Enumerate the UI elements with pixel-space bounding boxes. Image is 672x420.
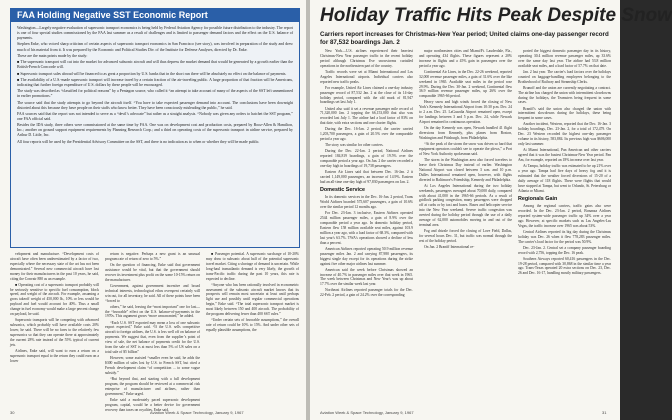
body-paragraph: At Tampa, holiday traffic was estimated to be up 21% over a year ago. Tampa had five days of heavy fog and it is estimated that the weather forced diversions of 15-20 of a daily average of 118 flights. These were flights that would have stopped at Tampa, but went to Orlando, St. Petersburg or Atlanta or Miami. bbox=[518, 164, 611, 193]
box-paragraph: Washington—Largely negative evaluation of supersonic transport economics is being held by Federal Aviation Agency for possible future distribution to the industry. The report is one of four special studies commissioned by the FAA last summer as a result of challenges and is limited to passenger demand factors and the effect on the U.S. balance of payments. bbox=[17, 26, 293, 41]
box-paragraph: ■ Supersonic transport sales abroad will be financed to as great a proportion by U.S. banks that in the short run there will be absolutely no effect on the balance of payments. bbox=[17, 71, 287, 76]
right-page bbox=[310, 0, 672, 420]
body-paragraph: Airlines, Enke said, will want to earn a return on a supersonic transport equal to the return they could earn on a lower bbox=[10, 348, 99, 363]
body-paragraph: Fog and drizzle forced the closing of Love Field, Dallas, for several hours Dec. 31, but traffic was normal through the rest of the holiday period. bbox=[419, 229, 512, 243]
body-paragraph: On the day Kennedy was open, Newark handled 41 flight diversions from Kennedy, plus planes from Boston, Washington and Pittsburgh, from Philadelphia. bbox=[419, 126, 512, 140]
body-paragraph: At Los Angeles International during the two holiday weekends, passengers averaged about 70,000 daily, compared with about 41,000 in the 1965-66 periods. As a result of gridlock parking congestion, many passengers were dropped off at curbs or by taxi and buses. Buses and helicopter service into the New Year weekend. Severe traffic congestion was averted during the holiday period through the use of a daily average of 62,000 automobiles moving in and out of the terminal area. bbox=[419, 183, 512, 227]
sst-report-box bbox=[10, 8, 300, 248]
body-paragraph: For Dec. 23-Jan. 3 inclusive, Eastern Airlines operated 2544 million passenger miles, a gain of 8.9% over the comparable period a year ago. In domestic holiday period, Eastern flew 158 million available seat miles, against 103.9 million a year ago, with a load factor of 68.3%, compared with last year's 63.7%. TWA's operations showed a decline of less than a percent. bbox=[320, 211, 413, 245]
body-paragraph: “Under certain sets of favorable assumptions,” the overall rate of return could be 10% to 15%. And under other sets of equally plausible assumptions, the bbox=[206, 318, 299, 332]
body-paragraph: Another incident, Western, reported that the Dec. 16-Jan. 3 holiday boardings, Dec. 23-Jan. 2, for a total of 172,479. On Dec. 23 Western recorded the highest one-day passenger volume in its history, 583,884. Its previous high was $606,000 only last summer. bbox=[518, 122, 611, 147]
body-paragraph: New York—U.S. airlines experienced their heaviest Christmas-New Year passenger traffic in the recent holiday period although Christmas Eve snowstorms curtailed operations in the northeastern part of the country. bbox=[320, 49, 413, 68]
body-paragraph: return is negative. Perhaps a new grant is an unusual program rate of return of zero to 5%.” bbox=[105, 252, 200, 261]
body-paragraph: Enke said a moderately paced supersonic development program, capital, would be a better device for government recovery than taxes on royalties, Enke said. bbox=[105, 397, 200, 412]
body-paragraph: On Jan. 2 Braniff International re- bbox=[424, 244, 475, 249]
box-paragraph: All four reports will be used by the Presidential Advisory Committee on the SST, and there is no indication as to when or whether they will be made public. bbox=[17, 139, 260, 144]
left-publication-line: Aviation Week & Space Technology, January 9, 1967 bbox=[150, 410, 244, 415]
body-paragraph: Supersonic transports will be competing with advanced subsonics, which probably will have available costs 20% lower, he said. There will be no fares to the relatively few supersonics so that they can operate there at approximately the current 28% rate instead of the 55% typical of current jets. bbox=[10, 318, 99, 347]
body-paragraph: American Airlines reported operating 50.9 million revenue passenger miles Jan. 2 and carrying 87,980 passengers, its biggest single day except for its operations during the strike against five other major airlines last summer. bbox=[320, 246, 413, 266]
body-paragraph: Northeast Airlines reported passenger totals for the Dec. 22-Feb. 2 period, a gain of 24.2% over the corresponding bbox=[320, 288, 413, 298]
body-paragraph: During the Dec. 16-Jan. 2 period, the carrier carried 1,203,700 passengers, a gain of 20.5% over the comparable period a year ago. bbox=[320, 127, 413, 142]
subheading: Domestic Service bbox=[320, 186, 365, 193]
box-paragraph: FAA sources said that the report was not intended to serve as a “devil’s advocate” but rather as a straight analysis. “Nobody was given any orders to hatchet the SST program,” one FAA official said. bbox=[17, 111, 293, 121]
body-paragraph: Continental Air Lines, in the Dec. 22-26 weekend, reported 32,000 revenue passenger miles, a gain of 31.6% over the like weekend in 1965. Available seat miles in the period rose 29.9%. During the Dec. 30-Jan. 2 weekend, Continental flew 36.9 million revenue passenger miles, up 26% over the comparable 1965-66 period. bbox=[419, 69, 512, 99]
body-paragraph: Heavy snow and high winds forced the closing of New York's Kennedy International Airport from 10:30 p.m. Dec. 24 to 2 a.m. Dec. 25. LaGuardia Airport remained open, except for landings between 3 and 5 p.m. Dec. 24, while Newark Airport remained in continuous operation. bbox=[419, 100, 512, 125]
body-paragraph: The story was similar for other carriers. bbox=[325, 143, 384, 148]
subheading: Regionals Gain bbox=[518, 195, 558, 202]
body-paragraph: At Miami International, Pan American and other carriers agreed that it was the busiest Christmas-New Year period. Pan Am, for example, reported an 18% increase over last year. bbox=[518, 148, 611, 162]
article-headline: Holiday Traffic Hits Peak Despite Snow bbox=[320, 5, 672, 26]
body-paragraph: Brunoff and the union are currently negotiating a contract. The airline has charged the union with intermittent slowdowns during the holidays, the Teamsters being frequent in some cases. bbox=[518, 85, 611, 105]
body-paragraph: Traffic records were set at Miami International and Los Angeles International airports. Individual carriers also reported new traffic peaks. bbox=[320, 69, 413, 84]
body-paragraph: Government, against government incentive and broad technical interests, technological ethos overspent certainly will win out, for all inventory, he said. All of these points have been “forced to bbox=[105, 283, 200, 303]
right-publication-line: Aviation Week & Space Technology, January 9, 1967 bbox=[320, 410, 414, 415]
body-paragraph: During the Dec. 22-Jan. 2 period, National Airlines reported 184,819 boardings, a gain of 19.5% over the comparable period a year ago. On Jan. 2 the carrier recorded a one-day high in boardings of 19,738 passengers. bbox=[320, 149, 413, 169]
body-paragraph: In its domestic services in the Dec. 16-Jan. 2 period, Trans World Airlines boarded 575,607 passengers, a gain of 10.6% over the similar period 12 months ago. bbox=[320, 195, 413, 210]
body-paragraph: ■ Passenger potential. A supersonic surcharge of 10-20% may draw to subsonic about half of the potential supersonic travel market. Citing a shortage of demand is uncertain. While long-haul transatlantic demand is very likely, the growth of trans-Pacific traffic during the past 10 years, this rate is expected to decline. bbox=[206, 252, 299, 281]
box-paragraph: Stephen Enke, who voiced sharp criticism of certain aspects of supersonic transport economics in San Francisco (see story), was involved in preparation of the study and drew much of his material from it. It was prepared by the Economic and Political Studies Div. of the Institute for Defense Analyses, directed by Dr. Enke. bbox=[17, 42, 293, 52]
body-paragraph: “But beyond that, and starting with a full development program, the program should be reviewed at a commercial risk enterprise of manufacturer and airlines, rather than government,” Enke urged. bbox=[105, 376, 200, 396]
body-paragraph: Among the regional carriers, traffic gains also were recorded. In the Dec. 23-Jan. 2 period, Bonanza Airlines reported system-wide passenger traffic up 34% over a year ago. However, at specific markets such as Las Angeles-Las Vegas, the traffic increase over 1965 was about 53%. bbox=[518, 204, 611, 228]
body-paragraph: Dec. 23-Jan. 2. Central set a company passenger boarding record with 2,756, topping the Dec. 16 peak. bbox=[518, 245, 611, 255]
box-paragraph: These are the main points made by the study: bbox=[17, 53, 88, 58]
article-deck: Carriers report increases for Christmas-New Year period; United claims one-day passenger record for 87,532 boardings Jan. 2 bbox=[320, 31, 609, 46]
right-column-3 bbox=[518, 49, 611, 404]
body-paragraph: American said the week before Christmas showed an increase of 40.7% in passenger miles over that week in 1965. The week between Christmas and New Year's was up about 17.7% over the similar week last year. bbox=[320, 267, 413, 287]
right-column-2 bbox=[419, 49, 512, 404]
body-paragraph: “Anyone who has been rationally involved in econometric assessment of the subsonic aircraft market knows that its prospects will remain most uncertain at least until perhaps light use and possibly until regular commercial operations begin,” Enke said. “The total supersonic transport market is most likely between 150 and 400 aircraft. The probability of the program delivering fewer than 400 SST rules.” bbox=[206, 282, 299, 317]
body-paragraph: Eastern Air Lines said that between Dec. 16-Jan. 2 it carried 1,149,000 passengers, an increase of 14.9%. Eastern had an all-time one-day high of 97,830 passengers on Jan. 2. bbox=[320, 170, 413, 184]
body-paragraph: United also said it set a revenue passenger mile record of 71,320,000 Jan. 2 topping the 66,153,000 that also was recorded last July 1. The airline had a load factor of 83% on that date, with extra sections and one charter flights. bbox=[320, 106, 413, 126]
box-title: FAA Holding Negative SST Economic Report bbox=[11, 9, 299, 22]
body-paragraph: velopment and manufacture. “Development costs of aircraft have often been underestimated by a factor of two, especially where the necessary state of the art has not been demonstrated.” Several new commercial aircraft have lost money for their manufacturers in the past 10 years, he said, citing the Convair 880 as an example. bbox=[10, 252, 99, 281]
box-body bbox=[17, 26, 293, 243]
box-paragraph: ■ The supersonic transport will cut into the market for advanced subsonic aircraft and will thus depress the market demand that would be generated by a growth earlier than the British-French Concorde will. bbox=[17, 60, 293, 70]
body-paragraph: “Each U.S. SST exported may mean a loss of one subsonic export expected,” Enke said. “If the U.S. sells competitive aircraft to foreign airlines, the U.S. is less well off on balance of payments. We suggest that, even from the supplier’s point of view of sale, the net balance of payments credit for the U.S. from the sale of SST is at most less than 5% of US sales on a total sale of $5 billion” bbox=[105, 320, 200, 354]
body-paragraph: The storm in the Washington area also forced travelers to leave their Christmas Day instead of earlier. Washington National Airport was closed between 3 a.m. and 10 p.m. Dulles International remained open, however, with flights diverted to Baltimore's Friendship, Kennedy and Philadelphia. bbox=[419, 157, 512, 182]
box-paragraph: The study was described as “classified for political reasons” by a Pentagon source, who called it “an attempt to take account of many of the aspects of the SST left unmentioned in earlier promotions.” bbox=[17, 89, 293, 99]
body-paragraph: ■ Operating cost of a supersonic transport probably will be seriously sensitive to specific fuel consumption, block speed, and weight of the aircraft. For example, assuming a gross takeoff weight of 450,000 lb., 10% or less would be payload and fuel would account for 40%. Thus a small change in fuel economy would make a large percent change on payload, he said. bbox=[10, 282, 99, 317]
body-paragraph: major northeastern cities and Miami/Ft. Lauderdale, Fla., and operating 434 flights. These figures represent a 20% increase in flights and a 45% gain in passengers over the period a year ago. bbox=[419, 49, 512, 68]
body-paragraph: ported the biggest domestic passenger day in its history, operating 30.4 million revenue passenger miles, up 33.6% over the same day last year. The airline had 53.8 million available seat miles, and a load factor of 57.7% on that date. bbox=[518, 49, 611, 68]
body-paragraph: Southern Airways reported 60,416 passengers in the Dec. 19-28 period, compared with 30,868 in the similar time a year ago. Trans-Texas operated 20 extra sections on Dec. 23, Dec. 26 and Dec. 16-17, handling mostly military passengers. bbox=[518, 256, 611, 276]
body-paragraph: For example, United Air Lines claimed a one-day industry passenger record of 87,532 Jan. 2 at the close of its 14-day holiday period, compared with the old mark of 81,947 boardings set last July 1. bbox=[320, 85, 413, 105]
right-page-number: 31 bbox=[602, 410, 607, 415]
left-column-1 bbox=[10, 252, 99, 404]
body-paragraph: On the question of financing, Enke said that government assistance would be vital, but that the government should recover its investment plus profit on the some 10-15% return on the manufacturer. bbox=[105, 263, 200, 282]
box-paragraph: ■ The availability of a U.S.-made supersonic transport will increase travel by a certain fraction of the air-traveling public. A large proportion of that fraction will be Americans, indicating that further foreign expenditure of U.S. dollars by these people will be encouraged. bbox=[17, 77, 293, 87]
body-paragraph: However, some assisted “smaller even he said, he adds the $300 million of sales lost by U.S. to French SST, but cited a French development claim “of competition ... to some vague subsidy.” bbox=[105, 356, 200, 375]
box-paragraph: The source said that the study attempts to go beyond the aircraft itself. “You have to take expected passenger demand into account. The conclusions have been downright distorted about this because they have people on their staffs who know better. They have been consciously misleading the public,” he said. bbox=[17, 100, 293, 110]
body-paragraph: Braniff's said the union also charged the union with intermittent slowdowns during the holidays, these being frequent in some cases. bbox=[518, 106, 611, 121]
box-paragraph: Besides the IDA study, three others were commissioned at the same time by FAA. One was on development cost and production costs, prepared by Booz-Allen & Hamilton, Inc.; another on ground support equipment requirements by Planning Research Corp.; and a third on operating costs of the supersonic transport in airline service, prepared by Arthur D. Little, Inc. bbox=[17, 123, 293, 138]
right-column-1 bbox=[320, 49, 413, 404]
body-paragraph: Central Airlines reported its big day during the Christmas holiday was Dec. 26 when it flew 778,283 passenger miles. The carrier's load factor for the period was 50.9%. bbox=[518, 229, 611, 244]
left-column-3 bbox=[206, 252, 299, 404]
left-page-number: 30 bbox=[10, 410, 15, 415]
left-page bbox=[0, 0, 306, 420]
body-paragraph: others,” he said, leaving the “most important” one for last—the “favorable” effect on the U.S. balance-of-payments in the 1970s. This argument grows “more unwarranted,” he added. bbox=[105, 304, 200, 319]
left-column-2 bbox=[105, 252, 200, 412]
body-paragraph: Jan. 2 last year. The carrier's load factors over the holidays counted on baggage-handling employees belonging to the Brotherhood of Railway and Steamship Clerks. bbox=[518, 69, 611, 84]
body-paragraph: “At the peak of the storm the snow was driven so hard that equipment operators couldn't see to operate the plows,” a Port of New York Authority spokesman said. bbox=[419, 142, 512, 156]
